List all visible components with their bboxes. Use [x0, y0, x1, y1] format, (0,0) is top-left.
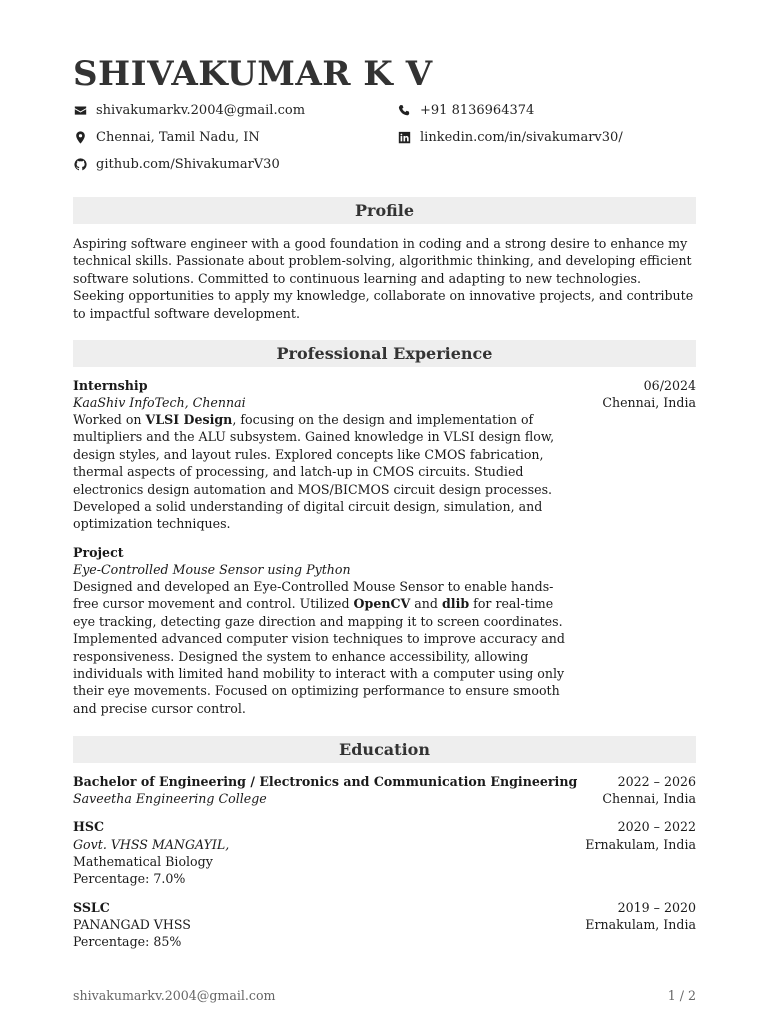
- contact-location-text: Chennai, Tamil Nadu, IN: [96, 130, 260, 145]
- be-location: Chennai, India: [602, 791, 696, 806]
- internship-location: Chennai, India: [602, 395, 696, 410]
- be-date: 2022 – 2026: [617, 774, 696, 789]
- location-pin-icon: [73, 131, 87, 145]
- footer-page-number: 1 / 2: [667, 988, 696, 1003]
- experience-heading: Professional Experience: [73, 340, 696, 367]
- hsc-school: Govt. VHSS MANGAYIL,: [73, 837, 230, 852]
- be-college: Saveetha Engineering College: [73, 791, 267, 806]
- envelope-icon: [73, 104, 87, 118]
- candidate-name: SHIVAKUMAR K V: [73, 54, 433, 94]
- footer-email: shivakumarkv.2004@gmail.com: [73, 988, 276, 1003]
- hsc-percentage: Percentage: 7.0%: [73, 871, 186, 886]
- sslc-school: PANANGAD VHSS: [73, 917, 191, 932]
- be-degree: Bachelor of Engineering / Electronics and Communication Engineering: [73, 774, 578, 789]
- contact-linkedin-text: linkedin.com/in/sivakumarv30/: [420, 130, 623, 145]
- contact-email[interactable]: [73, 103, 305, 118]
- sslc-title: SSLC: [73, 900, 110, 915]
- project-name: Eye-Controlled Mouse Sensor using Python: [73, 562, 351, 577]
- sslc-location: Ernakulam, India: [585, 917, 696, 932]
- phone-icon: [397, 104, 411, 118]
- github-icon: [73, 158, 87, 172]
- project-title: Project: [73, 545, 124, 560]
- linkedin-icon: [397, 131, 411, 145]
- internship-skill-highlight: VLSI Design: [145, 412, 233, 427]
- contact-phone[interactable]: [397, 103, 534, 118]
- hsc-stream: Mathematical Biology: [73, 854, 213, 869]
- internship-company: KaaShiv InfoTech, Chennai: [73, 395, 246, 410]
- contact-github-text: github.com/ShivakumarV30: [96, 157, 280, 172]
- contact-linkedin[interactable]: [397, 130, 623, 145]
- contact-phone-text: +91 8136964374: [420, 103, 535, 118]
- project-description: Designed and developed an Eye-Controlled Mouse Sensor to enable hands-free cursor movement and control. Utilized OpenCV and dlib for real-time eye tracking, detecting gaze direction and mapping it to screen coordinates. Implemented advanced computer vision techniques to improve accuracy and responsiveness. Designed the system to enhance accessibility, allowing individuals with limited hand mobility to interact with a computer using only their eye movements. Focused on optimizing performance to ensure smooth and precise cursor control.: [73, 579, 565, 716]
- internship-title: Internship: [73, 378, 148, 393]
- contact-github[interactable]: [73, 157, 280, 172]
- hsc-location: Ernakulam, India: [585, 837, 696, 852]
- internship-description: Worked on VLSI Design, focusing on the design and implementation of multipliers and the ALU subsystem. Gained knowledge in VLSI design flow, design styles, and layout rules. Explored concepts like CMOS fabrication, thermal aspects of processing, and latch-up in CMOS circuits. Studied electronics design automation and MOS/BICMOS circuit design processes. Developed a solid understanding of digital circuit design, simulation, and optimization techniques.: [73, 412, 555, 532]
- internship-date: 06/2024: [643, 378, 696, 393]
- profile-heading: Profile: [73, 197, 696, 224]
- education-heading: Education: [73, 736, 696, 763]
- contact-email-text: shivakumarkv.2004@gmail.com: [96, 103, 306, 118]
- hsc-title: HSC: [73, 819, 105, 834]
- sslc-percentage: Percentage: 85%: [73, 934, 182, 949]
- hsc-date: 2020 – 2022: [617, 819, 696, 834]
- contact-location: [73, 130, 260, 145]
- sslc-date: 2019 – 2020: [617, 900, 696, 915]
- profile-text: Aspiring software engineer with a good foundation in coding and a strong desire to enhance my technical skills. Passionate about problem-solving, algorithmic thinking, and developing efficient software solutions. Committed to continuous learning and adapting to new technologies. Seeking opportunities to apply my knowledge, collaborate on innovative projects, and contribute to impactful software development.: [73, 236, 694, 321]
